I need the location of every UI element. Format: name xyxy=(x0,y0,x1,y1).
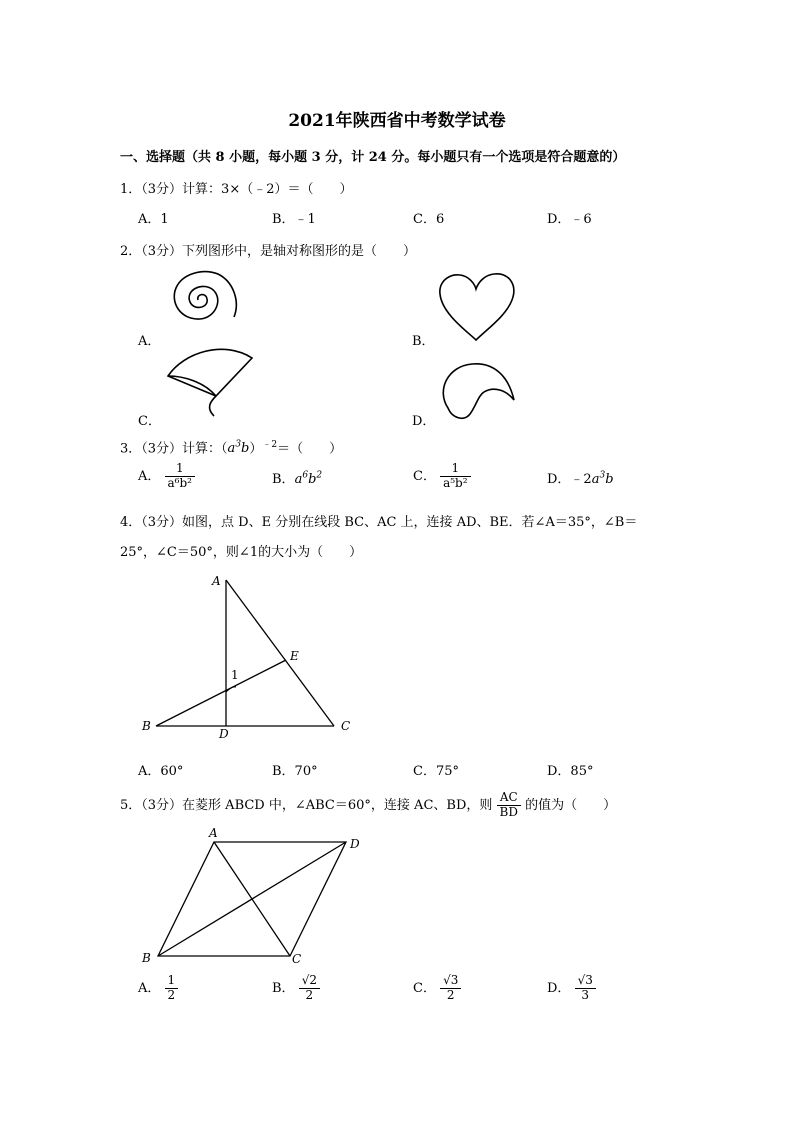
fig4-label-angle-1: 1 xyxy=(231,668,239,682)
q5-d-fraction: $\frac{√3}{3}$ xyxy=(575,974,596,1003)
fig5-label-c: C xyxy=(292,952,302,966)
q5-option-d xyxy=(547,974,596,1003)
q5-option-a xyxy=(138,974,178,1003)
fig4-label-d: D xyxy=(219,727,229,741)
q3-exponent: ﹣2 xyxy=(262,440,278,450)
q3-d-expression: $a^3b$ xyxy=(591,470,614,487)
q5-stem-suffix: 的值为（ ） xyxy=(525,797,617,813)
q3-d-label: D．﹣2 xyxy=(547,472,592,487)
q2-option-b: B． xyxy=(412,334,435,349)
q1-option-b: B．﹣1 xyxy=(272,212,316,227)
q5-d-label: D． xyxy=(547,980,571,996)
q3-c-fraction: $\frac{1}{\text{a⁵b²}}$ xyxy=(440,462,470,491)
ginkgo-fan-figure xyxy=(164,346,260,422)
fig5-label-a: A xyxy=(209,826,218,840)
fig4-label-b: B xyxy=(142,719,151,733)
fig4-label-a: A xyxy=(212,574,221,588)
fig5-label-d: D xyxy=(350,837,360,851)
rhombus-figure xyxy=(150,834,360,964)
fig4-label-e: E xyxy=(290,649,299,663)
q5-a-fraction: $\frac{1}{2}$ xyxy=(165,974,179,1003)
page-title: 2021年陕西省中考数学试卷 xyxy=(288,111,506,131)
q5-option-c xyxy=(413,974,461,1003)
q3-a-label: A． xyxy=(138,468,161,484)
q1-option-d: D．﹣6 xyxy=(547,212,592,227)
triangle-figure xyxy=(140,570,360,750)
q4-option-a: A．60° xyxy=(138,764,184,779)
q5-ratio-fraction: $\frac{AC}{BD}$ xyxy=(497,791,521,820)
fig4-label-c: C xyxy=(341,719,351,733)
q3-a-fraction: $\frac{1}{\text{a⁶b²}}$ xyxy=(165,462,195,491)
q2-option-a: A． xyxy=(138,334,161,349)
q2-option-d: D． xyxy=(412,414,436,429)
section-heading: 一、选择题（共 8 小题，每小题 3 分，计 24 分。每小题只有一个选项是符合题意的） xyxy=(120,150,626,165)
q4-option-b: B．70° xyxy=(272,764,318,779)
q3-stem-suffix: ） xyxy=(249,441,263,457)
question-1-stem: 1．（3分）计算：3×（﹣2）＝（ ） xyxy=(120,182,353,197)
q5-c-label: C． xyxy=(413,980,436,996)
q4-option-d: D．85° xyxy=(547,764,594,779)
q3-option-c xyxy=(413,462,471,491)
fig5-label-b: B xyxy=(142,951,151,965)
q5-stem-prefix: 5．（3分）在菱形 ABCD 中，∠ABC＝60°，连接 AC、BD，则 xyxy=(120,797,493,813)
q4-option-c: C．75° xyxy=(413,764,459,779)
q3-b-expression: $a^6b^2$ xyxy=(294,470,323,487)
q2-option-c: C． xyxy=(138,414,161,429)
q3-stem-tail: ＝（ ） xyxy=(277,441,343,457)
q3-option-b xyxy=(272,468,322,487)
heart-figure xyxy=(438,272,518,344)
q5-b-label: B． xyxy=(272,980,295,996)
question-4-stem-line2: 25°，∠C＝50°，则∠1的大小为（ ） xyxy=(120,545,363,560)
q5-b-fraction: $\frac{√2}{2}$ xyxy=(299,974,320,1003)
q3-stem-prefix: 3．（3分）计算：（ xyxy=(120,441,228,457)
question-3-stem xyxy=(120,437,342,456)
q5-a-label: A． xyxy=(138,980,161,996)
spiral-figure xyxy=(160,262,250,342)
q3-base-expression: $a^3b$ xyxy=(227,440,250,457)
q5-option-b xyxy=(272,974,320,1003)
question-2-stem: 2．（3分）下列图形中，是轴对称图形的是（ ） xyxy=(120,244,417,259)
crescent-figure xyxy=(438,360,522,426)
q3-c-label: C． xyxy=(413,468,436,484)
question-5-stem xyxy=(120,791,616,820)
q3-option-d xyxy=(547,468,614,487)
q3-b-label: B． xyxy=(272,472,295,487)
question-4-stem-line1: 4．（3分）如图，点 D、E 分别在线段 BC、AC 上，连接 AD、BE．若∠A＝35°，∠B＝ xyxy=(120,515,638,530)
q3-option-a xyxy=(138,462,195,491)
q1-option-a: A．1 xyxy=(138,212,169,227)
q1-option-c: C．6 xyxy=(413,212,445,227)
q5-c-fraction: $\frac{√3}{2}$ xyxy=(440,974,461,1003)
